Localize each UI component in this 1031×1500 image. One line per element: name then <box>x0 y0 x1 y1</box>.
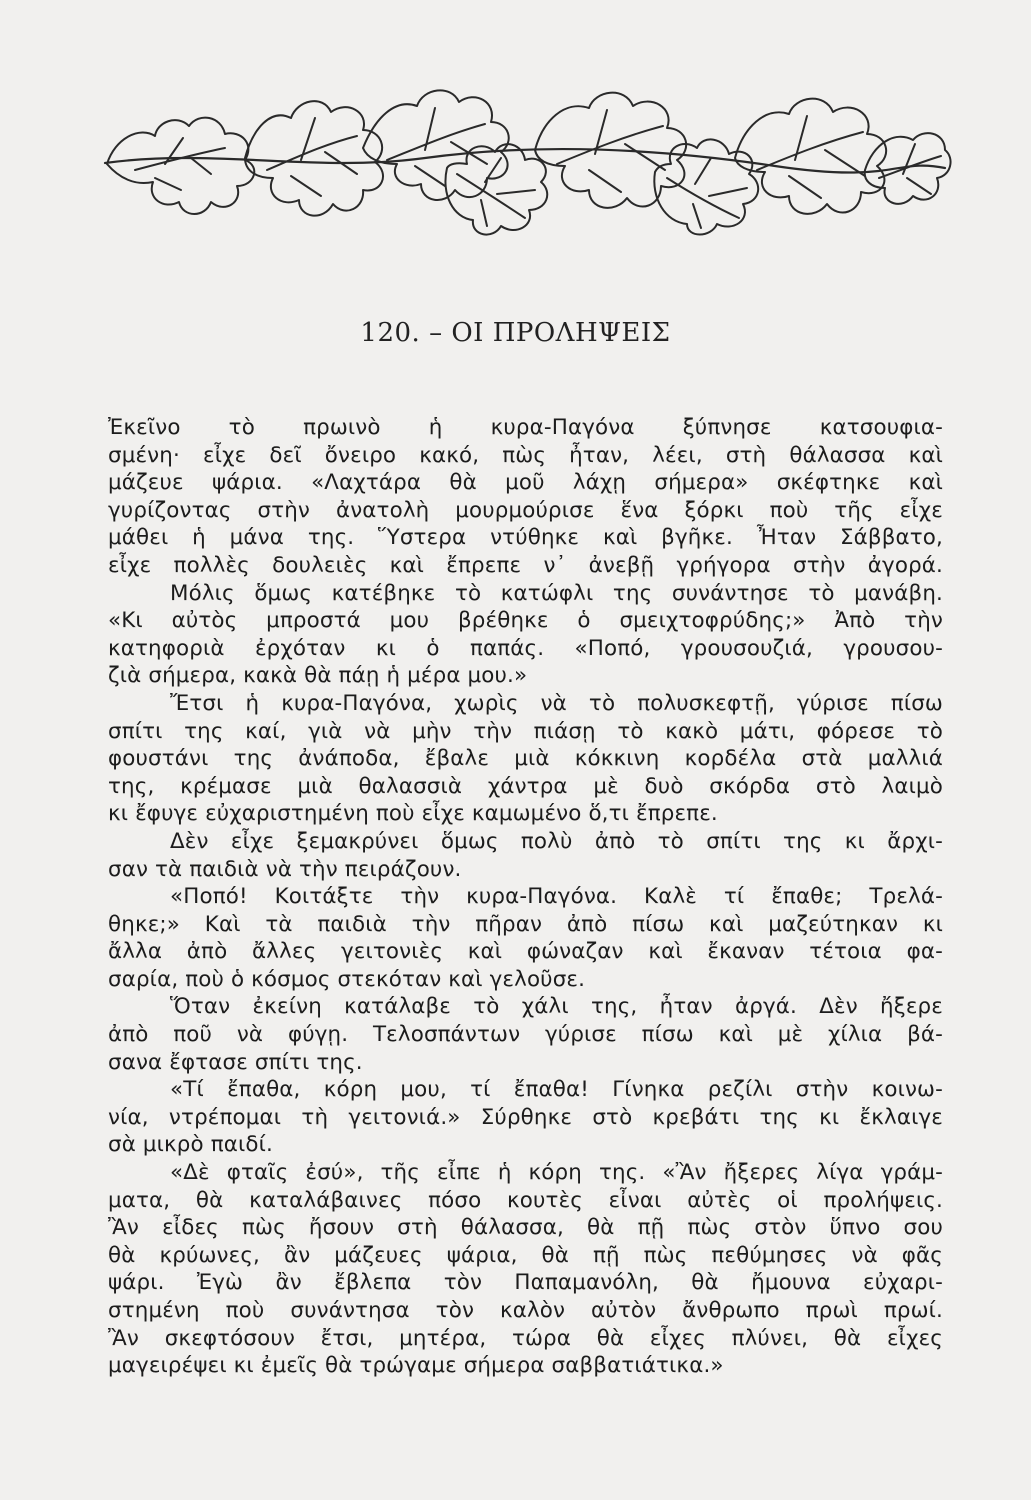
text-line: Ἂν εἶδες πὼς ἤσουν στὴ θάλασσα, θὰ πῇ πὼς στὸν ὕπνο σου <box>108 1215 943 1241</box>
text-line: «Δὲ φταῖς ἐσύ», τῆς εἶπε ἡ κόρη της. «Ἂν ἤξερες λίγα γράμ- <box>170 1160 943 1186</box>
text-line: Ἐκεῖνο τὸ πρωινὸ ἡ κυρα-Παγόνα ξύπνησε κατσουφια- <box>108 415 943 440</box>
text-line: «Κι αὐτὸς μπροστά μου βρέθηκε ὁ σμειχτοφρύδης;» Ἀπὸ τὴν <box>108 608 943 634</box>
text-line: Ἂν σκεφτόσουν ἔτσι, μητέρα, τώρα θὰ εἶχες πλύνει, θὰ εἶχες <box>108 1325 943 1351</box>
text-line: στημένη ποὺ συνάντησα τὸν καλὸν αὐτὸν ἄνθρωπο πρωὶ πρωί. <box>108 1298 943 1323</box>
text-line: σὰ μικρὸ παιδί. <box>108 1132 273 1158</box>
text-line: Ὅταν ἐκείνη κατάλαβε τὸ χάλι της, ἦταν ἀργά. Δὲν ἤξερε <box>170 994 943 1020</box>
text-line: κι ἔφυγε εὐχαριστημένη ποὺ εἶχε καμωμένο ὅ,τι ἔπρεπε. <box>108 801 718 827</box>
text-line: Ἔτσι ἡ κυρα-Παγόνα, χωρὶς νὰ τὸ πολυσκεφτῇ, γύρισε πίσω <box>170 690 943 716</box>
text-line: ἀπὸ ποῦ νὰ φύγῃ. Τελοσπάντων γύρισε πίσω καὶ μὲ χίλια βά- <box>108 1022 943 1048</box>
text-line: Δὲν εἶχε ξεμακρύνει ὅμως πολὺ ἀπὸ τὸ σπίτι της κι ἄρχι- <box>170 828 943 854</box>
text-line: εἶχε πολλὲς δουλειὲς καὶ ἔπρεπε ν᾽ ἀνεβῇ γρήγορα στὴν ἀγορά. <box>108 552 943 578</box>
story-text <box>108 414 943 1380</box>
text-line: σμένη· εἶχε δεῖ ὄνειρο κακό, πὼς ἦταν, λέει, στὴ θάλασσα καὶ <box>108 442 943 468</box>
text-line: της, κρέμασε μιὰ θαλασσιὰ χάντρα μὲ δυὸ σκόρδα στὸ λαιμὸ <box>108 773 943 799</box>
text-line: σαν τὰ παιδιὰ νὰ τὴν πειράζουν. <box>108 856 462 882</box>
text-line: ψάρι. Ἐγὼ ἂν ἔβλεπα τὸν Παπαμανόλη, θὰ ἤμουνα εὐχαρι- <box>108 1270 943 1296</box>
text-line: «Τί ἔπαθα, κόρη μου, τί ἔπαθα! Γίνηκα ρεζίλι στὴν κοινω- <box>170 1077 943 1103</box>
text-line: Μόλις ὅμως κατέβηκε τὸ κατώφλι της συνάντησε τὸ μανάβη. <box>170 580 943 606</box>
text-line: ζιὰ σήμερα, κακὰ θὰ πάῃ ἡ μέρα μου.» <box>108 663 528 689</box>
text-line: φουστάνι της ἀνάποδα, ἔβαλε μιὰ κόκκινη κορδέλα στὰ μαλλιά <box>108 746 943 772</box>
text-line: ἄλλα ἀπὸ ἄλλες γειτονιὲς καὶ φώναζαν καὶ ἔκαναν τέτοια φα- <box>108 939 943 965</box>
text-line: σανα ἔφτασε σπίτι της. <box>108 1049 363 1075</box>
text-line: μαγειρέψει κι ἐμεῖς θὰ τρώγαμε σήμερα σαββατιάτικα.» <box>108 1353 724 1379</box>
text-line: «Ποπό! Κοιτάξτε τὴν κυρα-Παγόνα. Καλὲ τί ἔπαθε; Τρελά- <box>170 884 943 910</box>
text-line: σαρία, ποὺ ὁ κόσμος στεκόταν καὶ γελοῦσε. <box>108 966 586 992</box>
text-line: κατηφοριὰ ἐρχόταν κι ὁ παπάς. «Ποπό, γρουσουζιά, γρουσου- <box>108 635 943 661</box>
text-line: θὰ κρύωνες, ἂν μάζευες ψάρια, θὰ πῇ πὼς πεθύμησες νὰ φᾶς <box>108 1242 943 1268</box>
text-line: γυρίζοντας στὴν ἀνατολὴ μουρμούρισε ἕνα ξόρκι ποὺ τῆς εἶχε <box>108 497 943 523</box>
text-line: μάζευε ψάρια. «Λαχτάρα θὰ μοῦ λάχῃ σήμερα» σκέφτηκε καὶ <box>108 470 943 496</box>
text-line: σπίτι της καί, γιὰ νὰ μὴν τὴν πιάσῃ τὸ κακὸ μάτι, φόρεσε τὸ <box>108 718 943 744</box>
text-line: θηκε;» Καὶ τὰ παιδιὰ τὴν πῆραν ἀπὸ πίσω καὶ μαζεύτηκαν κι <box>108 911 943 937</box>
text-line: ματα, θὰ καταλάβαινες πόσο κουτὲς εἶναι αὐτὲς οἱ προλήψεις. <box>108 1187 943 1213</box>
text-line: νία, ντρέπομαι τὴ γειτονιά.» Σύρθηκε στὸ κρεβάτι της κι ἔκλαιγε <box>108 1104 943 1130</box>
text-line: μάθει ἡ μάνα της. Ὕστερα ντύθηκε καὶ βγῆκε. Ἦταν Σάββατο, <box>108 525 943 551</box>
leaf-garland-icon <box>95 78 955 238</box>
page-title: 120. – ΟΙ ΠΡΟΛΗΨΕΙΣ <box>360 318 671 348</box>
